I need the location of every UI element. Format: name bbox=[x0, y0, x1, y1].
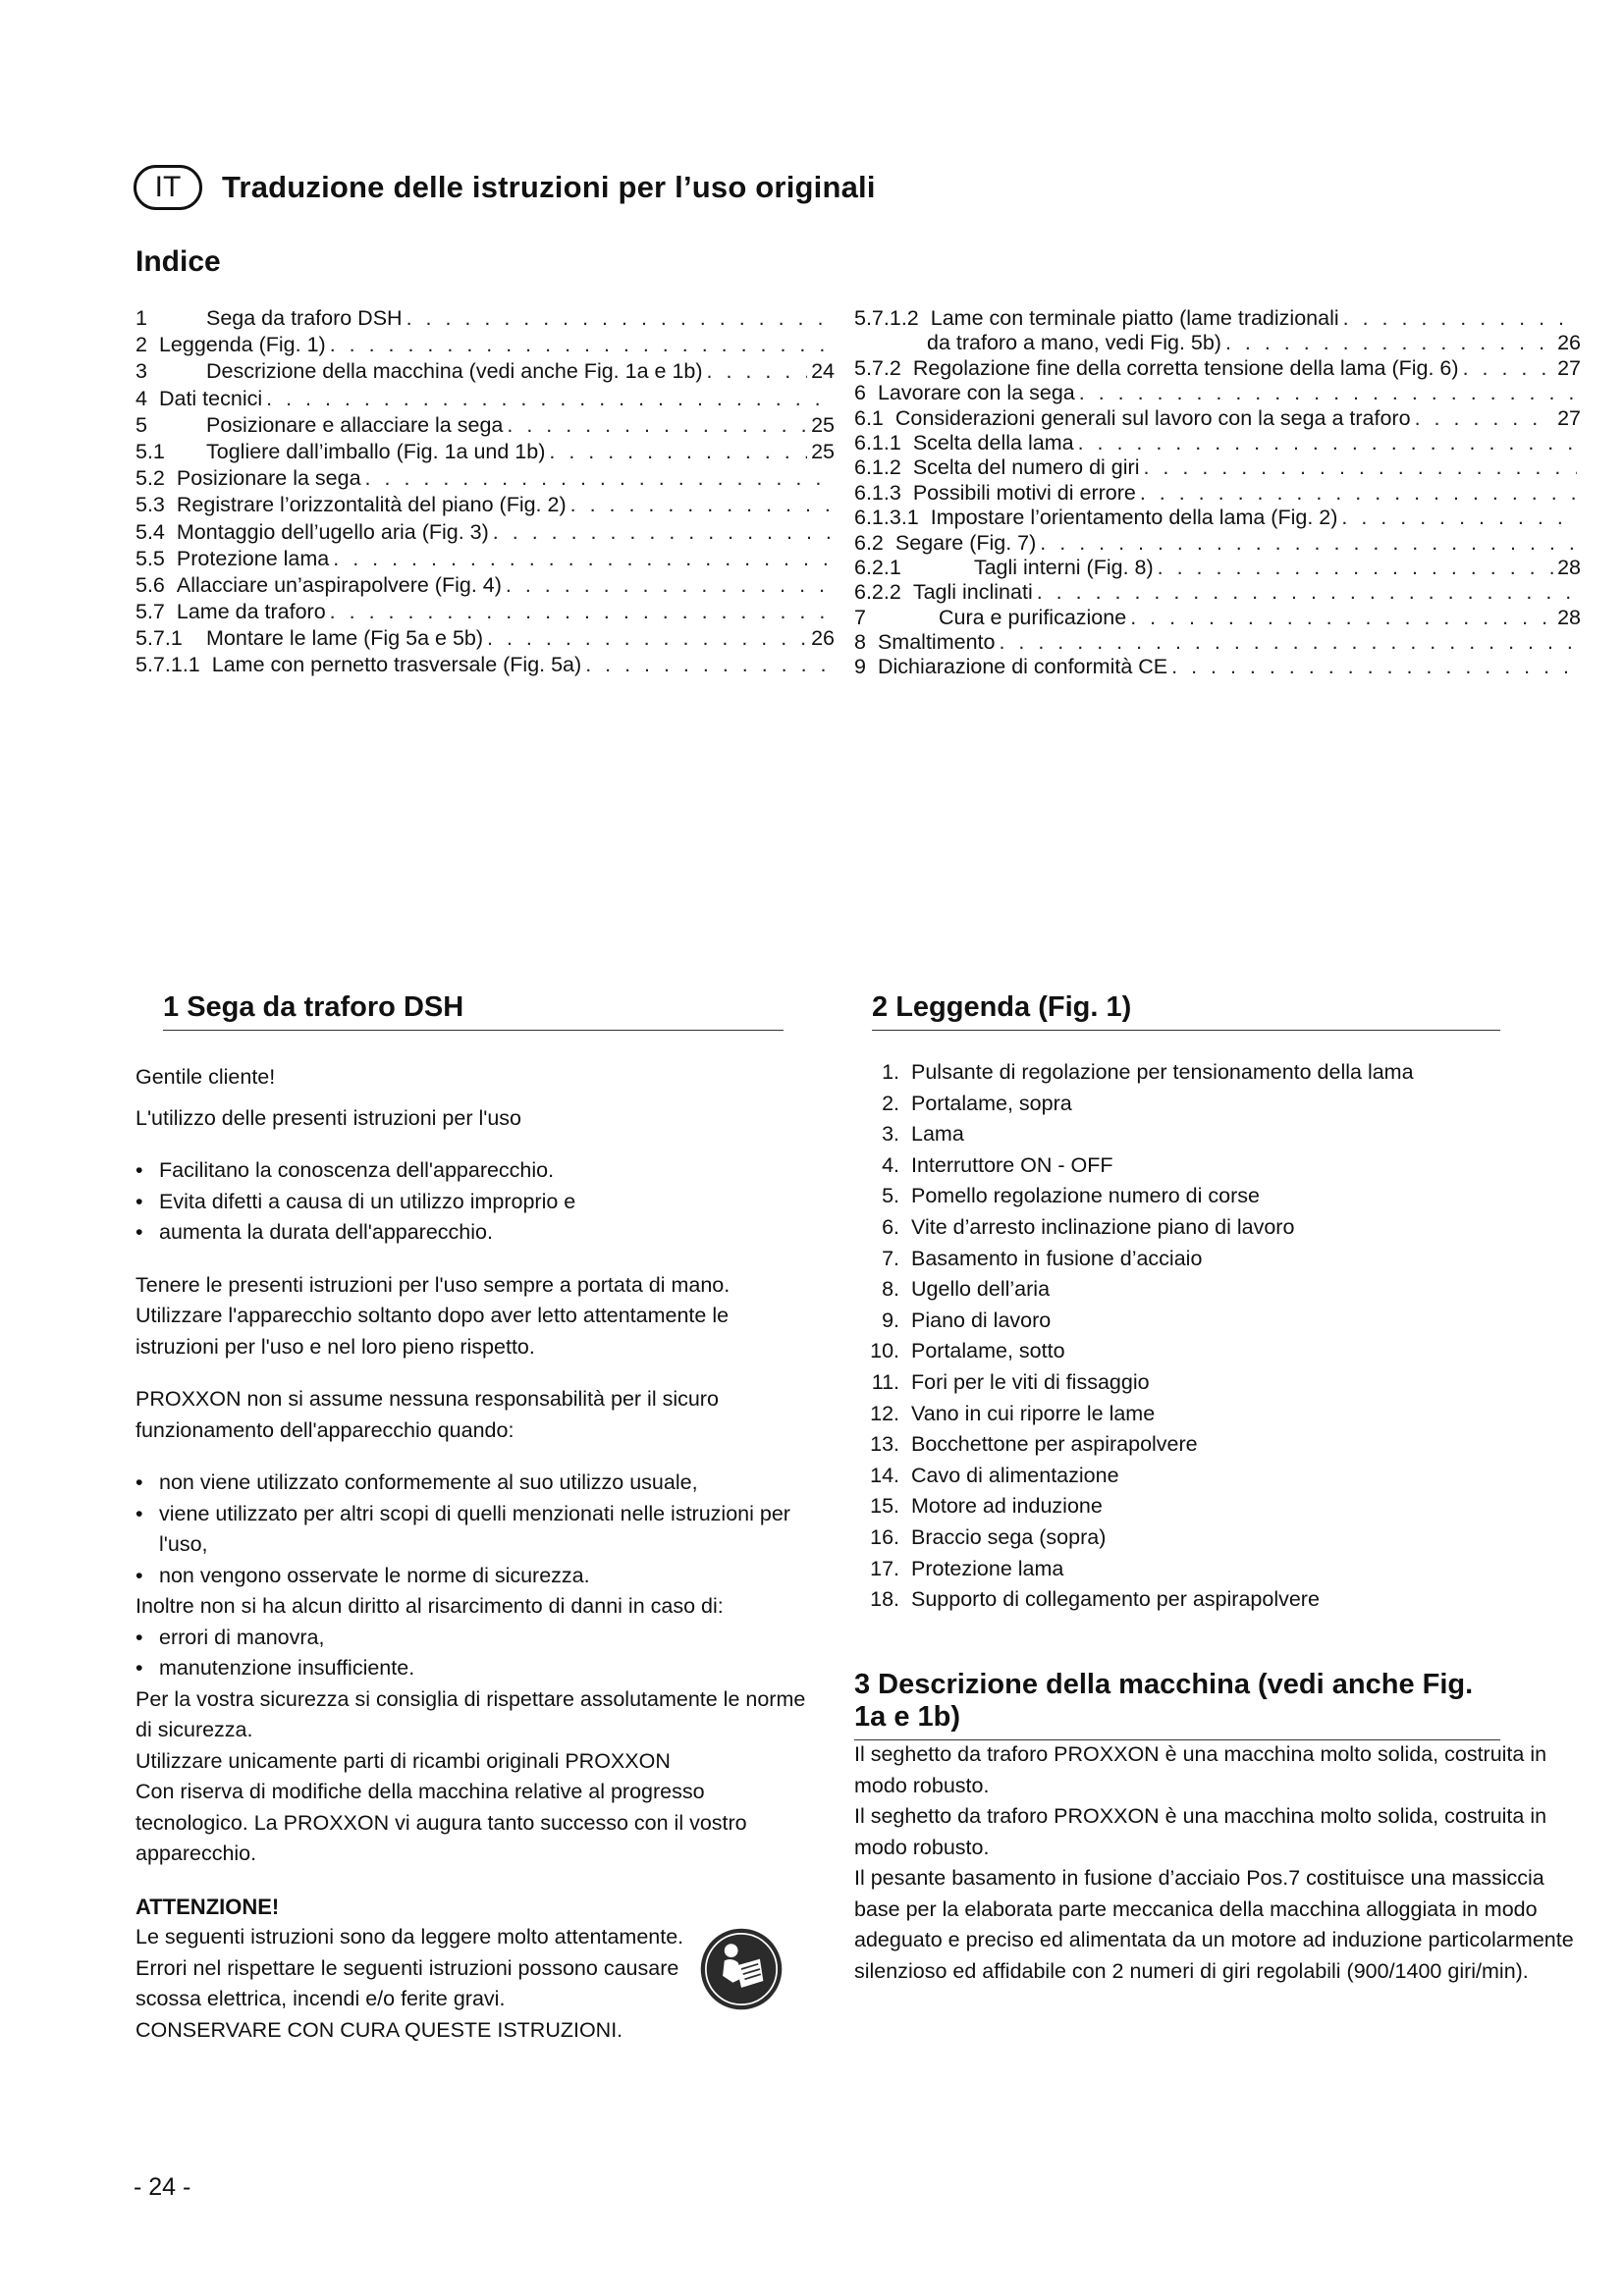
legend-item bbox=[854, 1522, 1502, 1554]
toc-number: 5.5 bbox=[135, 546, 165, 570]
legend-item bbox=[854, 1181, 1502, 1212]
toc-entry bbox=[135, 359, 835, 386]
legend-item bbox=[854, 1399, 1502, 1430]
legend-text: Supporto di collegamento per aspirapolvere bbox=[911, 1587, 1320, 1612]
toc-text: Lame con pernetto trasversale (Fig. 5a) bbox=[211, 653, 582, 677]
legend-number: 4. bbox=[882, 1152, 899, 1177]
legend-text: Pomello regolazione numero di corse bbox=[911, 1184, 1260, 1208]
toc-text: Cura e purificazione bbox=[938, 605, 1127, 629]
toc-text: Possibili motivi di errore bbox=[912, 480, 1136, 505]
legend-list bbox=[854, 1057, 1502, 1616]
legend-number: 11. bbox=[871, 1369, 899, 1394]
toc-entry bbox=[135, 387, 835, 413]
toc-entry bbox=[854, 556, 1581, 580]
toc-leader-dots bbox=[1143, 455, 1577, 480]
legend-number: 13. bbox=[870, 1432, 899, 1457]
bullet-item: • non vengono osservate le norme di sicurezza. bbox=[135, 1561, 813, 1592]
page-header bbox=[134, 165, 876, 210]
legend-text: Vite d’arresto inclinazione piano di lavoro bbox=[911, 1214, 1295, 1239]
toc-entry bbox=[135, 466, 835, 493]
toc-text: Lame con terminale piatto (lame tradizionali bbox=[930, 306, 1339, 330]
toc-leader-dots bbox=[406, 306, 831, 331]
section-heading-sega bbox=[163, 991, 784, 1031]
paragraph: Per la vostra sicurezza si consiglia di rispettare assolutamente le norme di sicurezza. bbox=[135, 1686, 806, 1741]
toc-number: 6.1.2 bbox=[854, 455, 901, 480]
bullet-item: • non viene utilizzato conformemente al suo utilizzo usuale, bbox=[135, 1468, 813, 1499]
toc-number: 4 bbox=[135, 386, 147, 410]
index-heading: Indice bbox=[135, 245, 221, 278]
toc-entry bbox=[854, 606, 1581, 630]
toc-entry bbox=[135, 520, 835, 547]
section-1-title: Sega da traforo DSH bbox=[187, 991, 464, 1023]
toc-entry bbox=[135, 333, 835, 359]
legend-number: 17. bbox=[870, 1556, 899, 1580]
toc-entry bbox=[135, 547, 835, 573]
toc-entry bbox=[854, 655, 1581, 679]
legend-text: Bocchettone per aspirapolvere bbox=[911, 1432, 1198, 1457]
legend-item bbox=[854, 1089, 1502, 1120]
legend-number: 6. bbox=[882, 1214, 899, 1239]
toc-leader-dots bbox=[330, 600, 831, 624]
legend-number: 5. bbox=[882, 1184, 899, 1208]
paragraph: Il seghetto da traforo PROXXON è una macchina molto solida, costruita in modo robusto. bbox=[854, 1804, 1547, 1859]
toc-leader-dots bbox=[507, 413, 807, 438]
toc-leader-dots bbox=[1343, 306, 1577, 331]
toc-leader-dots bbox=[1130, 606, 1553, 630]
toc-leader-dots bbox=[1037, 580, 1577, 605]
paragraph: Inoltre non si ha alcun diritto al risarcimento di danni in caso di: bbox=[135, 1594, 724, 1618]
legend-text: Ugello dell’aria bbox=[911, 1277, 1051, 1302]
toc-leader-dots bbox=[333, 547, 831, 571]
legend-number: 12. bbox=[870, 1401, 899, 1425]
legend-number: 16. bbox=[870, 1524, 899, 1549]
legend-number: 18. bbox=[870, 1587, 899, 1612]
legend-number: 8. bbox=[882, 1277, 899, 1302]
toc-entry bbox=[135, 600, 835, 626]
bullet-item: • viene utilizzato per altri scopi di quelli menzionati nelle istruzioni per l'uso, bbox=[135, 1499, 813, 1561]
toc-entry bbox=[854, 331, 1581, 355]
toc-page-number: 26 bbox=[811, 626, 835, 651]
toc-leader-dots bbox=[1078, 431, 1577, 455]
bullet-item: • manutenzione insufficiente. bbox=[135, 1653, 813, 1684]
toc-leader-dots bbox=[1415, 406, 1554, 431]
legend-item bbox=[854, 1274, 1502, 1306]
toc-number: 8 bbox=[854, 630, 866, 655]
page-number: - 24 - bbox=[134, 2173, 191, 2201]
toc-text: Allacciare un’aspirapolvere (Fig. 4) bbox=[176, 572, 502, 597]
legend-text: Pulsante di regolazione per tensionamento della lama bbox=[911, 1060, 1414, 1084]
section-2-title: Leggenda (Fig. 1) bbox=[895, 991, 1132, 1023]
paragraph: Il pesante basamento in fusione d’acciaio Pos.7 costituisce una massiccia base per la elaborata parte meccanica della macchina alloggiata in modo adeguato e preciso ed alimentata da un motore ad induzione particolarmente silenzioso ed affidabile con 2 numeri di giri regolabili (900/1400 giri/min). bbox=[854, 1866, 1574, 1983]
toc-leader-dots bbox=[707, 359, 808, 384]
toc-leader-dots bbox=[1158, 556, 1553, 580]
toc-number: 5.2 bbox=[135, 466, 165, 491]
legend-item bbox=[854, 1306, 1502, 1337]
greeting: Gentile cliente! bbox=[135, 1065, 276, 1089]
toc-entry bbox=[135, 626, 835, 653]
legend-text: Portalame, sopra bbox=[911, 1091, 1072, 1115]
toc-text: Sega da traforo DSH bbox=[206, 306, 403, 330]
legend-item bbox=[854, 1150, 1502, 1182]
legend-number: 14. bbox=[870, 1463, 899, 1487]
toc-number: 2 bbox=[135, 333, 147, 357]
toc-text: Scelta del numero di giri bbox=[912, 455, 1140, 480]
toc-page-number: 26 bbox=[1557, 331, 1581, 355]
bullet-item: • Evita difetti a causa di un utilizzo improprio e bbox=[135, 1187, 813, 1218]
toc-page-number: 27 bbox=[1557, 405, 1581, 430]
section-2-number: 2 bbox=[872, 991, 896, 1023]
toc-entry bbox=[135, 440, 835, 466]
legend-text: Portalame, sotto bbox=[911, 1339, 1065, 1363]
toc-text: Tagli interni (Fig. 8) bbox=[973, 555, 1154, 579]
toc-text: Dichiarazione di conformità CE bbox=[877, 655, 1168, 679]
toc-number: 3 bbox=[135, 359, 147, 384]
toc-text: Lame da traforo bbox=[176, 600, 326, 624]
paragraph: Con riserva di modifiche della macchina relative al progresso tecnologico. La PROXXON vi augura tanto successo con il vostro apparecchio. bbox=[135, 1780, 747, 1865]
toc-number: 6.2 bbox=[854, 530, 884, 555]
section-1-number: 1 bbox=[163, 991, 188, 1023]
paragraph: PROXXON non si assume nessuna responsabilità per il sicuro funzionamento dell'apparecchio quando: bbox=[135, 1387, 719, 1442]
legend-text: Motore ad induzione bbox=[911, 1494, 1103, 1519]
toc-entry bbox=[135, 413, 835, 440]
toc-entry bbox=[854, 431, 1581, 455]
toc-page-number: 28 bbox=[1557, 555, 1581, 579]
section-1-body bbox=[135, 1062, 813, 2046]
warning-title: ATTENZIONE! bbox=[135, 1894, 280, 1919]
legend-text: Basamento in fusione d’acciaio bbox=[911, 1246, 1203, 1270]
toc-leader-dots bbox=[549, 440, 807, 464]
toc-leader-dots bbox=[585, 653, 831, 677]
legend-number: 9. bbox=[882, 1308, 899, 1332]
toc-text: Tagli inclinati bbox=[912, 580, 1033, 605]
legend-item bbox=[854, 1429, 1502, 1461]
section-3-body bbox=[854, 1739, 1581, 1987]
toc-text: Montare le lame (Fig 5a e 5b) bbox=[206, 626, 484, 651]
paragraph: Tenere le presenti istruzioni per l'uso sempre a portata di mano. bbox=[135, 1272, 731, 1297]
toc-leader-dots bbox=[506, 573, 831, 598]
toc-entry bbox=[135, 493, 835, 519]
toc-number: 6.2.1 bbox=[854, 555, 901, 579]
toc-number: 9 bbox=[854, 655, 866, 679]
legend-item bbox=[854, 1491, 1502, 1522]
legend-item bbox=[854, 1244, 1502, 1275]
legend-item bbox=[854, 1554, 1502, 1585]
toc-page-number: 25 bbox=[811, 439, 835, 463]
legend-item bbox=[854, 1212, 1502, 1244]
paragraph: Utilizzare l'apparecchio soltanto dopo aver letto attentamente le istruzioni per l'uso e nel loro pieno rispetto. bbox=[135, 1304, 730, 1359]
section-heading-descrizione: 3 Descrizione della macchina (vedi anche Fig. 1a e 1b) bbox=[854, 1669, 1500, 1740]
legend-text: Lama bbox=[911, 1122, 964, 1147]
legend-number: 15. bbox=[870, 1494, 899, 1519]
toc-text: Leggenda (Fig. 1) bbox=[158, 333, 326, 357]
toc-entry bbox=[854, 356, 1581, 381]
toc-text: Smaltimento bbox=[877, 630, 996, 655]
toc-text: Togliere dall’imballo (Fig. 1a und 1b) bbox=[206, 439, 546, 463]
toc-page-number: 28 bbox=[1557, 605, 1581, 629]
toc-number: 5.7.2 bbox=[854, 355, 901, 380]
toc-number: 5.7.1.1 bbox=[135, 653, 200, 677]
toc-leader-dots bbox=[570, 493, 831, 517]
toc-text: Considerazioni generali sul lavoro con la sega a traforo bbox=[894, 405, 1411, 430]
language-badge: IT bbox=[134, 165, 202, 210]
toc-page-number: 27 bbox=[1557, 355, 1581, 380]
paragraph: Utilizzare unicamente parti di ricambi originali PROXXON bbox=[135, 1748, 671, 1773]
warning-keep: CONSERVARE CON CURA QUESTE ISTRUZIONI. bbox=[135, 2017, 623, 2042]
legend-item bbox=[854, 1367, 1502, 1399]
toc-right-column bbox=[854, 306, 1581, 680]
toc-text: Posizionare la sega bbox=[176, 466, 361, 491]
toc-text: Impostare l’orientamento della lama (Fig. 2) bbox=[930, 506, 1338, 530]
toc-leader-dots bbox=[1463, 356, 1554, 381]
toc-text: Dati tecnici bbox=[158, 386, 263, 410]
toc-entry bbox=[135, 306, 835, 333]
toc-text: Descrizione della macchina (vedi anche Fig. 1a e 1b) bbox=[206, 359, 703, 384]
bullet-item: • Facilitano la conoscenza dell'apparecchio. bbox=[135, 1155, 813, 1187]
toc-number: 5.6 bbox=[135, 572, 165, 597]
toc-number: 5.7 bbox=[135, 600, 165, 624]
manual-reading-icon bbox=[699, 1927, 784, 2011]
toc-number: 5.7.1.2 bbox=[854, 306, 919, 330]
legend-text: Braccio sega (sopra) bbox=[911, 1524, 1107, 1549]
toc-text: Lavorare con la sega bbox=[877, 381, 1075, 405]
toc-leader-dots bbox=[493, 520, 831, 545]
legend-item bbox=[854, 1461, 1502, 1492]
document-title: Traduzione delle istruzioni per l’uso originali bbox=[222, 170, 876, 204]
toc-number: 6.1.1 bbox=[854, 430, 901, 454]
toc-entry bbox=[854, 506, 1581, 530]
toc-page-number: 25 bbox=[811, 412, 835, 437]
toc-leader-dots bbox=[266, 387, 831, 411]
toc-leader-dots bbox=[1171, 655, 1577, 679]
toc-number: 5.4 bbox=[135, 519, 165, 544]
toc-number: 5.1 bbox=[135, 439, 165, 463]
toc-entry bbox=[854, 531, 1581, 556]
toc-leader-dots bbox=[365, 466, 831, 491]
legend-number: 7. bbox=[882, 1246, 899, 1270]
legend-text: Vano in cui riporre le lame bbox=[911, 1401, 1156, 1425]
legend-text: Interruttore ON - OFF bbox=[911, 1152, 1113, 1177]
toc-leader-dots bbox=[487, 626, 807, 651]
toc-number: 6.1.3 bbox=[854, 480, 901, 505]
toc-leader-dots bbox=[330, 333, 831, 357]
legend-text: Piano di lavoro bbox=[911, 1308, 1052, 1332]
toc-entry bbox=[135, 573, 835, 600]
toc-entry bbox=[854, 481, 1581, 506]
legend-number: 10. bbox=[870, 1339, 899, 1363]
toc-text: Regolazione fine della corretta tensione della lama (Fig. 6) bbox=[912, 355, 1459, 380]
toc-entry bbox=[854, 306, 1581, 331]
warning-text: Le seguenti istruzioni sono da leggere molto attentamente. Errori nel rispettare le seguenti istruzioni possono causare scossa elettrica, incendi e/o ferite gravi. bbox=[135, 1925, 684, 2010]
toc-number: 1 bbox=[135, 306, 147, 330]
toc-leader-dots bbox=[1341, 506, 1577, 530]
toc-entry bbox=[854, 406, 1581, 431]
toc-number: 7 bbox=[854, 605, 866, 629]
toc-entry bbox=[854, 580, 1581, 605]
toc-leader-dots bbox=[1040, 531, 1577, 556]
toc-entry bbox=[854, 630, 1581, 655]
toc-number: 5.3 bbox=[135, 493, 165, 517]
legend-item bbox=[854, 1119, 1502, 1150]
toc-text: Posizionare e allacciare la sega bbox=[206, 412, 504, 437]
toc-entry bbox=[135, 653, 835, 679]
legend-number: 1. bbox=[882, 1060, 899, 1084]
toc-text: da traforo a mano, vedi Fig. 5b) bbox=[927, 331, 1221, 355]
toc-number: 6.1.3.1 bbox=[854, 506, 919, 530]
legend-text: Fori per le viti di fissaggio bbox=[911, 1369, 1150, 1394]
toc-leader-dots bbox=[1079, 381, 1577, 405]
legend-item bbox=[854, 1057, 1502, 1089]
toc-number: 5.7.1 bbox=[135, 626, 183, 651]
toc-number: 5 bbox=[135, 412, 147, 437]
toc-number: 6.2.2 bbox=[854, 580, 901, 605]
toc-leader-dots bbox=[1225, 331, 1553, 355]
toc-leader-dots bbox=[1140, 481, 1577, 506]
toc-leader-dots bbox=[999, 630, 1577, 655]
toc-text: Montaggio dell’ugello aria (Fig. 3) bbox=[176, 519, 489, 544]
toc-page-number: 24 bbox=[811, 359, 835, 384]
toc-number: 6.1 bbox=[854, 405, 884, 430]
legend-text: Protezione lama bbox=[911, 1556, 1064, 1580]
toc-entry bbox=[854, 455, 1581, 480]
paragraph: Il seghetto da traforo PROXXON è una macchina molto solida, costruita in modo robusto. bbox=[854, 1742, 1547, 1797]
toc-text: Registrare l’orizzontalità del piano (Fig. 2) bbox=[176, 493, 567, 517]
legend-item bbox=[854, 1336, 1502, 1367]
section-heading-leggenda bbox=[872, 991, 1500, 1031]
toc-text: Segare (Fig. 7) bbox=[894, 530, 1037, 555]
toc-entry bbox=[854, 381, 1581, 405]
bullet-item: • aumenta la durata dell'apparecchio. bbox=[135, 1217, 813, 1249]
legend-number: 3. bbox=[882, 1122, 899, 1147]
legend-number: 2. bbox=[882, 1091, 899, 1115]
intro-text: L'utilizzo delle presenti istruzioni per l'uso bbox=[135, 1105, 522, 1130]
toc-left-column bbox=[135, 306, 835, 680]
legend-item bbox=[854, 1584, 1502, 1616]
bullet-item: • errori di manovra, bbox=[135, 1623, 813, 1654]
toc-number: 6 bbox=[854, 381, 866, 405]
toc-text: Scelta della lama bbox=[912, 430, 1074, 454]
legend-text: Cavo di alimentazione bbox=[911, 1463, 1119, 1487]
toc-text: Protezione lama bbox=[176, 546, 330, 570]
